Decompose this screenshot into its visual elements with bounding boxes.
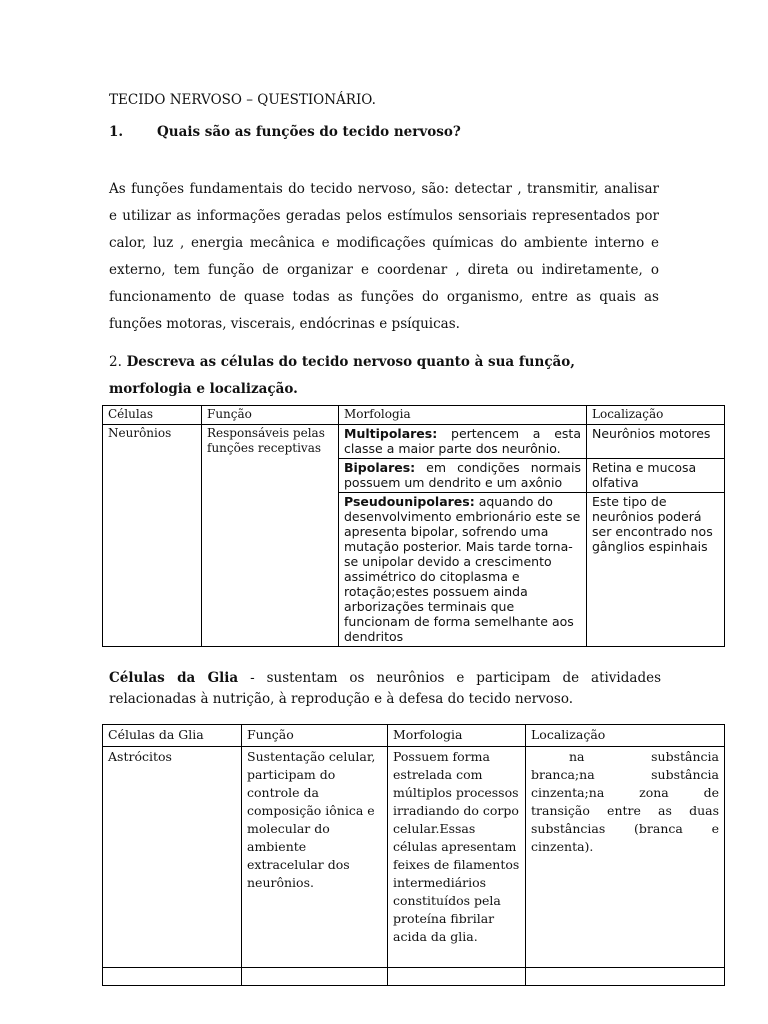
neuron-table-header-cells: Células bbox=[103, 406, 202, 425]
question-1-number: 1. bbox=[109, 124, 124, 140]
neuron-table-header-row bbox=[103, 406, 725, 425]
glia-table bbox=[102, 724, 725, 986]
empty-cell bbox=[242, 968, 388, 986]
glia-cell-name: Astrócitos bbox=[103, 747, 242, 968]
location-pseudounipolar: Este tipo de neurônios poderá ser encontrado nos gânglios espinhais bbox=[587, 493, 725, 647]
neuron-cell-name: Neurônios bbox=[103, 425, 202, 647]
neuron-function: Responsáveis pelas funções receptivas bbox=[202, 425, 339, 647]
table-row-empty bbox=[103, 968, 725, 986]
glia-table-header-row bbox=[103, 725, 725, 747]
question-1 bbox=[109, 124, 461, 140]
glia-table-header-cells: Células da Glia bbox=[103, 725, 242, 747]
glia-location-text: na substância branca;na substância cinzenta;na zona de transição entre as duas substâncias (branca e cinzenta). bbox=[531, 749, 719, 854]
glia-table-header-function: Função bbox=[242, 725, 388, 747]
morphology-text: aquando do desenvolvimento embrionário este se apresenta bipolar, sofrendo uma mutação posterior. Mais tarde torna-se unipolar devido a crescimento assimétrico do citoplasma e rotação;estes possuem ainda arborizações terminais que funcionam de forma semelhante aos dendritos bbox=[344, 494, 581, 644]
neuron-table-header-morphology: Morfologia bbox=[339, 406, 587, 425]
morphology-label: Pseudounipolares: bbox=[344, 494, 475, 509]
location-bipolar: Retina e mucosa olfativa bbox=[587, 459, 725, 493]
empty-cell bbox=[526, 968, 725, 986]
question-2-number: 2. bbox=[109, 354, 122, 370]
question-1-text: Quais são as funções do tecido nervoso? bbox=[157, 124, 461, 140]
morphology-text: em condições normais possuem um dendrito e um axônio bbox=[344, 460, 581, 490]
empty-cell bbox=[103, 968, 242, 986]
glia-morphology: Possuem forma estrelada com múltiplos processos irradiando do corpo celular.Essas células apresentam feixes de filamentos intermediários constituídos pela proteína fibrilar acida da glia. bbox=[388, 747, 526, 968]
glia-intro-label: Células da Glia bbox=[109, 670, 239, 686]
morphology-multipolar bbox=[339, 425, 587, 459]
morphology-text: pertencem a esta classe a maior parte dos neurônio. bbox=[344, 426, 581, 456]
glia-location bbox=[526, 747, 725, 968]
neuron-table-header-function: Função bbox=[202, 406, 339, 425]
question-2 bbox=[109, 349, 649, 403]
glia-intro-paragraph bbox=[109, 668, 661, 710]
empty-cell bbox=[388, 968, 526, 986]
location-multipolar: Neurônios motores bbox=[587, 425, 725, 459]
document-title: TECIDO NERVOSO – QUESTIONÁRIO. bbox=[109, 92, 376, 108]
glia-table-header-morphology: Morfologia bbox=[388, 725, 526, 747]
morphology-bipolar bbox=[339, 459, 587, 493]
morphology-label: Bipolares: bbox=[344, 460, 416, 475]
answer-1-paragraph: As funções fundamentais do tecido nervoso, são: detectar , transmitir, analisar e utilizar as informações geradas pelos estímulos sensoriais representados por calor, luz , energia mecânica e modificações químicas do ambiente interno e externo, tem função de organizar e coordenar , direta ou indiretamente, o funcionamento de quase todas as funções do organismo, entre as quais as funções motoras, viscerais, endócrinas e psíquicas. bbox=[109, 181, 659, 332]
neuron-table-header-location: Localização bbox=[587, 406, 725, 425]
glia-intro-text: - sustentam os neurônios e participam de atividades relacionadas à nutrição, à reprodução e à defesa do tecido nervoso. bbox=[109, 670, 662, 707]
glia-function: Sustentação celular, participam do controle da composição iônica e molecular do ambiente extracelular dos neurônios. bbox=[242, 747, 388, 968]
neuron-table bbox=[102, 405, 725, 647]
question-2-text: Descreva as células do tecido nervoso quanto à sua função, morfologia e localização. bbox=[109, 354, 575, 397]
table-row bbox=[103, 425, 725, 459]
table-row bbox=[103, 747, 725, 968]
glia-table-header-location: Localização bbox=[526, 725, 725, 747]
morphology-label: Multipolares: bbox=[344, 426, 438, 441]
morphology-pseudounipolar bbox=[339, 493, 587, 647]
